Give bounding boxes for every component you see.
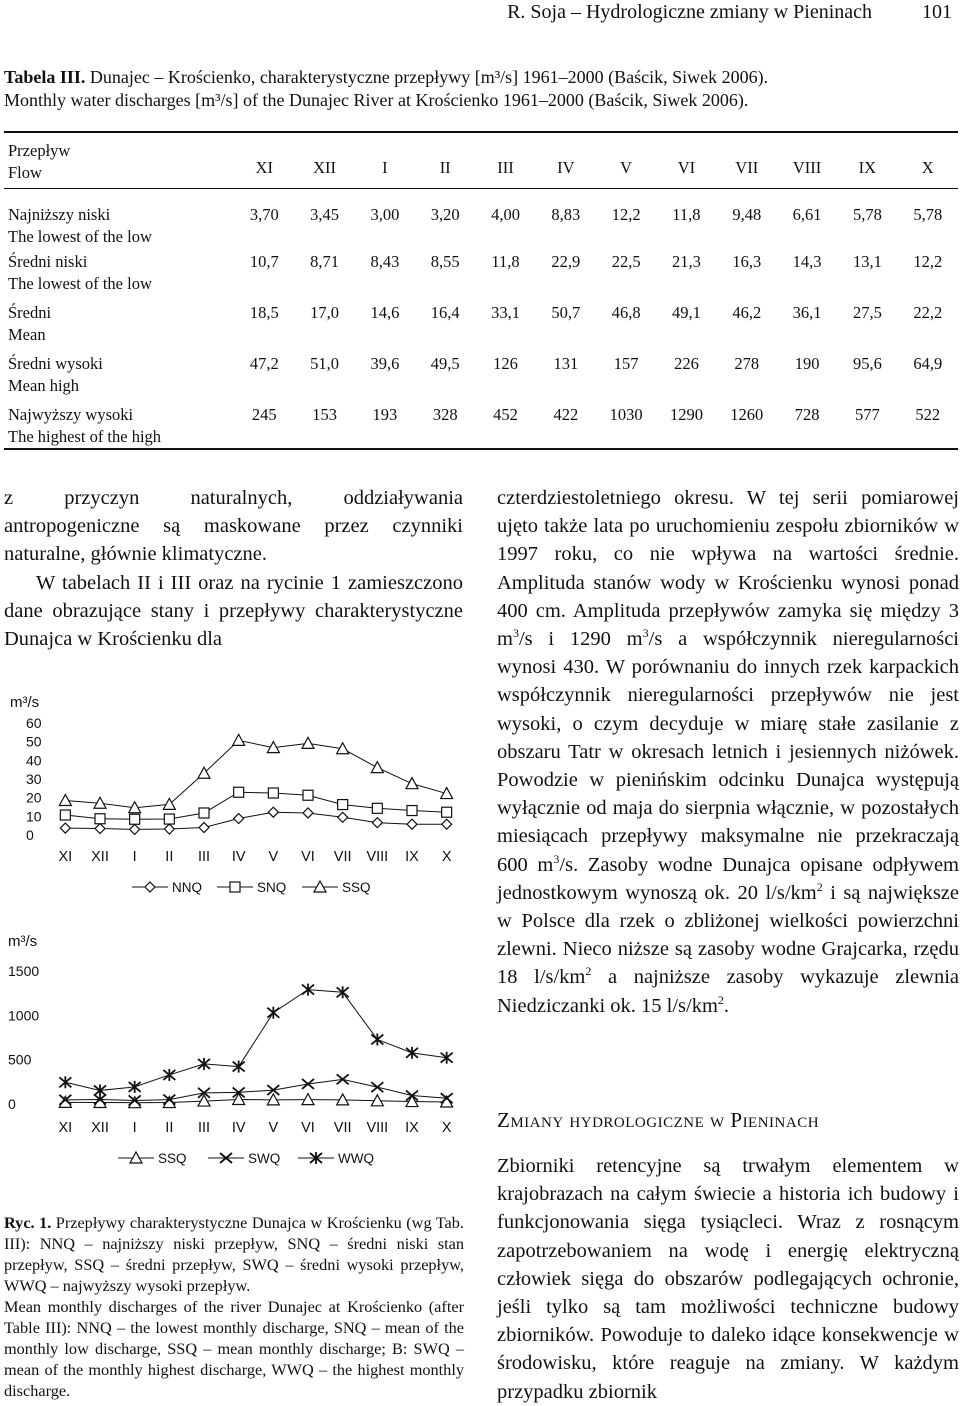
x-tick-label: VIII: [366, 1120, 389, 1136]
table-cell: 126: [493, 354, 518, 373]
row-label-en: The lowest of the low: [8, 227, 152, 246]
x-tick-label: V: [268, 1120, 279, 1136]
y-tick-label: 500: [8, 1051, 32, 1068]
legend-label: SNQ: [257, 880, 287, 895]
data-point-nnq: [234, 814, 244, 824]
data-point-snq: [60, 810, 70, 820]
table-row: [4, 248, 958, 299]
table-row: [4, 196, 958, 248]
table-cell: 49,5: [430, 354, 460, 373]
table-cell: 10,7: [249, 252, 279, 271]
data-point-wwq: [371, 1033, 383, 1045]
y-tick-label: 0: [8, 1096, 16, 1112]
table-cell: 8,55: [430, 252, 460, 271]
table-cell: 46,2: [732, 303, 762, 322]
legend-entry-snq: [217, 880, 286, 895]
x-tick-label: VII: [333, 1120, 352, 1136]
table-cell: 6,61: [792, 205, 822, 224]
table-header-row: [4, 140, 958, 196]
table-row: [4, 401, 958, 452]
table-cell: 51,0: [310, 354, 339, 373]
table-cell: 190: [794, 354, 820, 373]
table-header-month: VIII: [792, 158, 822, 177]
table-cell: 328: [432, 405, 458, 424]
row-label-pl: Średni niski: [8, 252, 88, 271]
table-cell: 8,71: [310, 252, 339, 271]
table-header-flow: [4, 140, 234, 196]
running-title: R. Soja – Hydrologiczne zmiany w Pieninach: [507, 1, 872, 23]
data-point-swq: [337, 1074, 349, 1084]
x-tick-label: VI: [301, 1120, 315, 1136]
data-point-snq: [303, 790, 313, 800]
table-cell: 157: [613, 354, 639, 373]
table-cell: 12,2: [913, 252, 943, 271]
table-cell: 4,00: [491, 205, 520, 224]
row-label: [4, 401, 234, 452]
x-tick-label: XII: [91, 849, 109, 865]
data-point-nnq: [268, 807, 278, 817]
data-point-swq: [371, 1082, 383, 1092]
table-header-month: V: [620, 158, 633, 177]
data-point-snq: [95, 814, 105, 824]
data-point-snq: [234, 787, 244, 797]
row-label-pl: Najniższy niski: [8, 205, 111, 224]
table-cell: 11,8: [672, 205, 701, 224]
table-cell: 11,8: [491, 252, 520, 271]
table-cell: 21,3: [672, 252, 701, 271]
table-cell: 422: [553, 405, 579, 424]
row-label-en: Mean high: [8, 376, 80, 395]
table-cell: 278: [734, 354, 760, 373]
row-label-pl: Średni: [8, 303, 52, 322]
x-tick-label: IX: [405, 849, 419, 865]
legend-marker-snq: [230, 882, 240, 892]
data-point-snq: [442, 807, 452, 817]
right-paragraph-2-block: [497, 1152, 959, 1406]
data-point-snq: [199, 808, 209, 818]
x-tick-label: III: [197, 1120, 211, 1136]
y-axis-unit-label: m³/s: [8, 933, 38, 950]
table-cell: 22,9: [551, 252, 581, 271]
table-caption-pl: Dunajec – Krościenko, charakterystyczne przepływy [m³/s] 1961–2000 (Baścik, Siwek 2006).: [85, 67, 769, 87]
legend-label: SWQ: [248, 1151, 281, 1166]
data-point-wwq: [59, 1076, 71, 1088]
x-tick-label: XII: [91, 1120, 109, 1136]
table-cell: 49,1: [672, 303, 701, 322]
table-cell: 46,8: [611, 303, 641, 322]
x-tick-label: VI: [301, 849, 315, 865]
data-point-ssq: [441, 788, 453, 799]
table-cell: 5,78: [852, 205, 882, 224]
table-row: [4, 299, 958, 350]
table-cell: 9,48: [732, 205, 762, 224]
data-point-nnq: [130, 824, 140, 834]
page-number: 101: [922, 1, 952, 23]
right-column-text: [497, 484, 959, 1020]
data-point-wwq: [406, 1047, 418, 1059]
header-en: Flow: [8, 163, 42, 182]
table-caption: [4, 66, 954, 112]
series-line-wwq: [65, 990, 446, 1091]
table-caption-label: Tabela III.: [4, 67, 86, 87]
table-cell: 47,2: [249, 354, 279, 373]
table-cell: 16,4: [430, 303, 460, 322]
section-heading-text: Zmiany hydrologiczne w Pieninach: [497, 1108, 820, 1132]
data-point-nnq: [338, 812, 348, 822]
data-point-nnq: [372, 818, 382, 828]
figure-caption-label: Ryc. 1.: [4, 1213, 52, 1232]
x-tick-label: I: [132, 1120, 137, 1136]
row-label: [4, 196, 234, 248]
data-point-nnq: [303, 808, 313, 818]
row-label-pl: Najwyższy wysoki: [8, 405, 134, 424]
x-tick-label: II: [165, 849, 174, 865]
table-header-month: II: [439, 158, 451, 177]
row-label-en: The lowest of the low: [8, 274, 152, 293]
table-cell: 12,2: [611, 205, 641, 224]
data-point-ssq: [302, 1094, 314, 1105]
figure-caption: [4, 1212, 464, 1401]
table-header-month: IX: [858, 158, 877, 177]
table-header-month: III: [497, 158, 514, 177]
table-cell: 95,6: [852, 354, 882, 373]
y-tick-label: 1000: [8, 1007, 40, 1024]
y-tick-label: 10: [26, 808, 42, 825]
x-tick-label: XI: [58, 849, 73, 865]
x-tick-label: VII: [333, 849, 352, 865]
table-cell: 64,9: [913, 354, 943, 373]
table-header-month: VII: [735, 158, 759, 177]
table-cell: 131: [553, 354, 579, 373]
table-cell: 728: [794, 405, 820, 424]
legend-marker-nnq: [145, 882, 155, 892]
table-cell: 22,2: [913, 303, 943, 322]
y-tick-label: 20: [26, 789, 42, 806]
x-tick-label: IX: [405, 1120, 419, 1136]
table-cell: 1260: [730, 405, 764, 424]
table-cell: 245: [251, 405, 277, 424]
table-top-rule: [4, 131, 958, 133]
y-tick-label: 0: [26, 827, 34, 843]
table-caption-en: Monthly water discharges [m³/s] of the Dunajec River at Krościenko 1961–2000 (Baścik, Siwek 2006).: [4, 90, 749, 110]
table-cell: 22,5: [611, 252, 641, 271]
legend-entry-nnq: [132, 880, 202, 895]
data-point-ssq: [302, 737, 314, 748]
y-tick-label: 60: [26, 715, 42, 731]
table-header-month: X: [921, 158, 934, 177]
table-cell: 5,78: [913, 205, 943, 224]
x-tick-label: II: [165, 1120, 174, 1136]
data-point-wwq: [163, 1069, 175, 1081]
table-cell: 1290: [669, 405, 703, 424]
table-header-month: I: [382, 158, 388, 177]
data-point-wwq: [441, 1052, 453, 1064]
data-point-nnq: [164, 824, 174, 834]
x-tick-label: X: [441, 1120, 452, 1136]
table-cell: 3,45: [310, 205, 339, 224]
data-point-nnq: [95, 824, 105, 834]
x-tick-label: XI: [58, 1120, 73, 1136]
table-cell: 577: [855, 405, 880, 424]
table-header-month: IV: [557, 158, 575, 177]
row-label-en: The highest of the high: [8, 427, 162, 446]
table-cell: 8,43: [370, 252, 400, 271]
table-cell: 3,70: [249, 205, 279, 224]
right-paragraph-1: czterdziestoletniego okresu. W tej serii pomiarowej ujęto także lata po uruchomieniu zespołu zbiorników w 1997 roku, co nie wpływa na wartości średnie. Amplituda stanów wody w Krościenku wynosi ponad 400 cm. Amplituda przepływów zamyka się między 3 $m^3/s$ i 1290 $m^3/s$ a współczynnik nieregularności wynosi 430. W porównaniu do innych rzek karpackich współczynnik nieregularności przepływów nie jest wysoki, o czym decyduje w miarę stałe zasilanie z obszaru Tatr w okresach letnich i jesiennych niżówek. Powodzie w pienińskim odcinku Dunajca występują wyłącznie od maja do sierpnia włącznie, w pozostałych miesiącach przepływy maksymalne nie przekraczają 600 $m^3/s$. Zasoby wodne Dunajca opisane odpływem jednostkowym wynoszą ok. 20 $l/s/km^2$ i są największe w Polsce dla rzek o zbliżonej wielkości powierzchni zlewni. Nieco niższe są zasoby wodne Grajcarka, rzędu 18 $l/s/km^2$ a najniższe zasoby wykazuje zlewnia Niedziczanki ok. 15 $l/s/km^2$.: [497, 487, 959, 1017]
header-pl: Przepływ: [8, 141, 71, 160]
row-label: [4, 350, 234, 401]
table-row: [4, 350, 958, 401]
x-tick-label: I: [132, 849, 137, 865]
x-tick-label: VIII: [366, 849, 389, 865]
figure-caption-en: Mean monthly discharges of the river Dunajec at Krościenko (after Table III): NNQ – the lowest monthly discharge, SNQ – mean of the monthly low discharge, SSQ – mean monthly discharge; B: SWQ – mean of the monthly highest discharge, WWQ – the highest monthly discharge.: [4, 1297, 464, 1400]
left-column-text: [4, 484, 463, 653]
table-cell: 3,00: [370, 205, 400, 224]
legend-label: WWQ: [338, 1151, 374, 1166]
legend-label: SSQ: [158, 1151, 187, 1166]
data-point-ssq: [371, 762, 383, 773]
x-tick-label: X: [441, 849, 452, 865]
y-tick-label: 30: [26, 771, 42, 787]
table-cell: 13,1: [852, 252, 882, 271]
table-cell: 14,6: [370, 303, 400, 322]
data-point-snq: [372, 803, 382, 813]
table-cell: 16,3: [732, 252, 762, 271]
legend-label: NNQ: [172, 880, 202, 895]
table-header-month: VI: [677, 158, 696, 177]
x-tick-label: III: [197, 849, 211, 865]
table-cell: 27,5: [852, 303, 882, 322]
left-paragraph-1: z przyczyn naturalnych, oddziaływania antropogeniczne są maskowane przez czynniki naturalne, głównie klimatyczne.: [4, 487, 463, 566]
x-tick-label: IV: [231, 849, 246, 865]
table-header-month: XI: [255, 158, 273, 177]
running-header: [0, 0, 952, 24]
data-point-snq: [268, 788, 278, 798]
legend-entry-swq: [208, 1151, 280, 1166]
y-tick-label: 40: [26, 752, 42, 769]
chart-high-flows: [0, 926, 470, 1176]
data-point-nnq: [442, 819, 452, 829]
table-cell: 36,1: [792, 303, 822, 322]
row-label-en: Mean: [8, 325, 46, 344]
data-point-ssq: [59, 794, 71, 805]
x-tick-label: IV: [231, 1120, 246, 1136]
section-heading: [497, 1108, 819, 1133]
figure-caption-pl: Przepływy charakterystyczne Dunajca w Krościenku (wg Tab. III): NNQ – najniższy niski przepływ, SNQ – średni niski stan przepływ, SSQ – średni przepływ, SWQ – średni wysoki przepływ, WWQ – najwyższy wysoki przepływ.: [4, 1213, 464, 1295]
legend-entry-wwq: [298, 1151, 374, 1166]
data-point-snq: [407, 806, 417, 816]
row-label: [4, 248, 234, 299]
data-point-nnq: [60, 823, 70, 833]
table-cell: 226: [674, 354, 699, 373]
data-point-swq: [302, 1079, 314, 1089]
x-tick-label: V: [268, 849, 279, 865]
left-paragraph-2: W tabelach II i III oraz na rycinie 1 zamieszczono dane obrazujące stany i przepływy charakterystyczne Dunajca w Krościenku dla: [4, 571, 463, 651]
data-point-snq: [338, 800, 348, 810]
y-axis-unit-label: m³/s: [10, 694, 40, 711]
discharge-table: [4, 140, 958, 452]
right-paragraph-2: Zbiorniki retencyjne są trwałym elementem w krajobrazach na całym świecie a historia ich budowy i funkcjonowania sięga tysiącleci. Wraz z rosnącym zapotrzebowaniem na wodę i energię elektryczną człowiek sięga do obszarów podlegających ochronie, jeśli tylko są tam możliwości techniczne budowy zbiorników. Powoduje to daleko idące konsekwencje w środowisku, które reaguje na zmiany. W każdym przypadku zbiornik: [497, 1155, 959, 1403]
legend-entry-ssq: [302, 880, 371, 895]
table-cell: 153: [312, 405, 337, 424]
data-point-ssq: [59, 1096, 71, 1107]
data-point-wwq: [267, 1007, 279, 1019]
data-point-ssq: [233, 734, 245, 745]
table-cell: 17,0: [310, 303, 339, 322]
chart-low-flows: [0, 680, 470, 905]
table-cell: 18,5: [249, 303, 279, 322]
y-tick-label: 50: [26, 733, 42, 750]
table-cell: 8,83: [551, 205, 581, 224]
data-point-snq: [164, 814, 174, 824]
series-line-ssq: [65, 740, 446, 807]
data-point-nnq: [199, 823, 209, 833]
data-point-nnq: [407, 819, 417, 829]
table-cell: 452: [493, 405, 518, 424]
table-cell: 3,20: [430, 205, 460, 224]
data-point-snq: [130, 814, 140, 824]
table-cell: 33,1: [491, 303, 520, 322]
row-label: [4, 299, 234, 350]
legend-entry-ssq: [118, 1151, 187, 1166]
table-cell: 39,6: [370, 354, 400, 373]
table-cell: 1030: [609, 405, 643, 424]
table-cell: 50,7: [551, 303, 581, 322]
y-tick-label: 1500: [8, 963, 40, 979]
table-cell: 14,3: [792, 252, 822, 271]
table-cell: 193: [372, 405, 398, 424]
data-point-ssq: [406, 778, 418, 789]
series-line-swq: [65, 1079, 446, 1100]
table-header-month: XII: [313, 158, 337, 177]
row-label-pl: Średni wysoki: [8, 354, 103, 373]
legend-label: SSQ: [342, 880, 371, 895]
series-line-nnq: [65, 812, 446, 829]
table-cell: 522: [915, 405, 941, 424]
